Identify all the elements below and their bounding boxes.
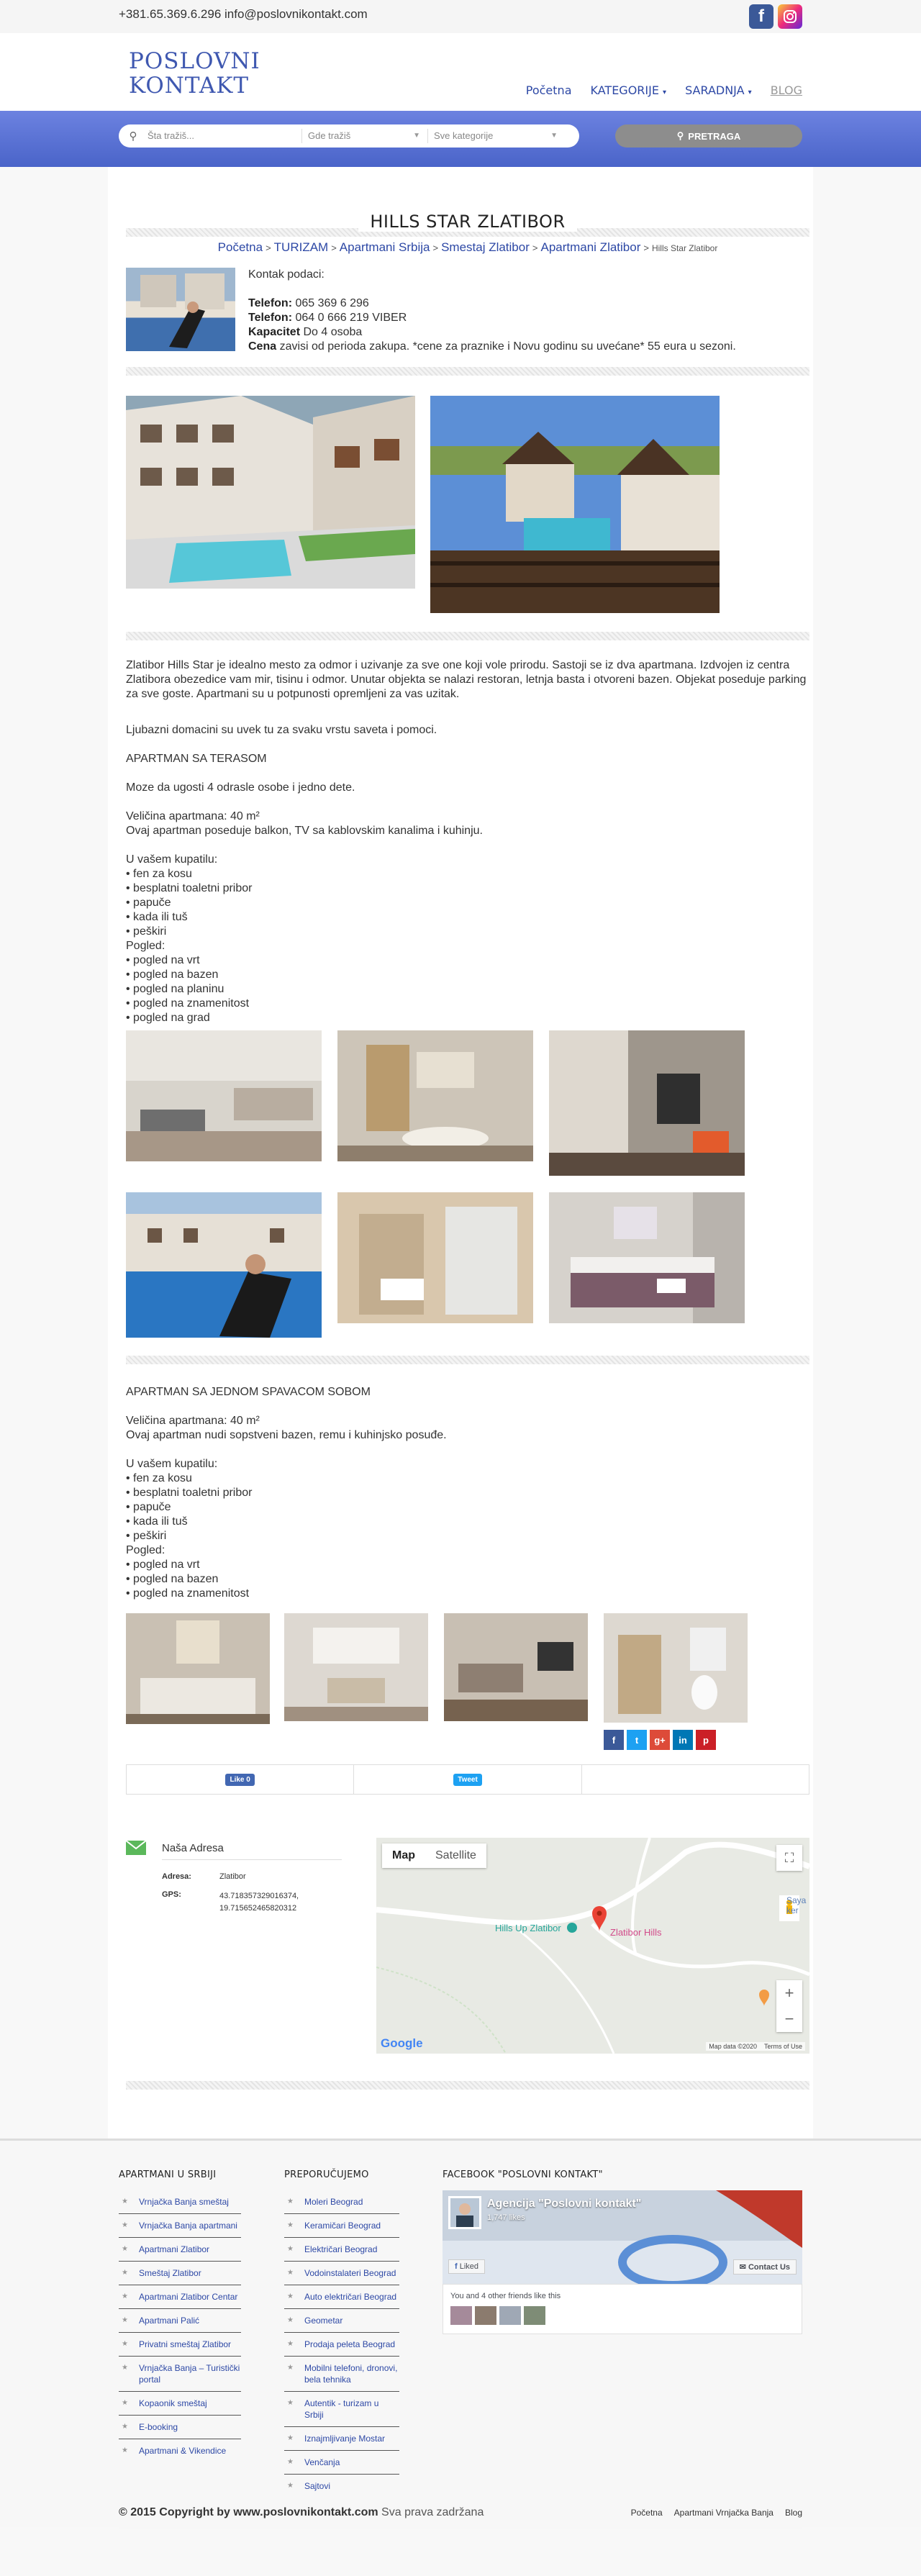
- envelope-icon: [126, 1841, 148, 1856]
- friend-avatar[interactable]: [450, 2306, 472, 2325]
- breadcrumb-tourism[interactable]: TURIZAM: [273, 240, 329, 254]
- apt2-photo-1[interactable]: [126, 1613, 270, 1724]
- footer-col1-title: APARTMANI U SRBIJI: [119, 2169, 217, 2180]
- footer-link[interactable]: ★ Vrnjačka Banja – Turistički portal: [119, 2357, 241, 2392]
- nav-blog[interactable]: BLOG: [770, 83, 802, 97]
- zoom-in-button[interactable]: +: [784, 1984, 794, 2002]
- footer-col2-title: PREPORUČUJEMO: [284, 2169, 369, 2180]
- apartment-2-size: Veličina apartmana: 40 m² Ovaj apartman nudi sopstveni bazen, remu i kuhinjsko posuđe.: [126, 1415, 447, 1441]
- apt1-photo-kitchen[interactable]: [337, 1030, 533, 1161]
- apt1-photo-bed[interactable]: [549, 1192, 745, 1323]
- map-tab-map[interactable]: Map: [392, 1849, 415, 1861]
- caret-down-icon: ▼: [413, 132, 420, 140]
- apartment-1-size: Veličina apartmana: 40 m² Ovaj apartman poseduje balkon, TV sa kablovskim kanalima i kuhinju.: [126, 810, 483, 837]
- footer-link[interactable]: ★ Električari Beograd: [284, 2238, 399, 2262]
- footer-col3-title: FACEBOOK "POSLOVNI KONTAKT": [443, 2169, 603, 2180]
- breadcrumb-accommodation-zlatibor[interactable]: Smestaj Zlatibor: [441, 240, 530, 254]
- gps-value: 43.718357329016374, 19.715652465820312: [219, 1892, 299, 1913]
- site-header: [0, 33, 921, 111]
- search-band: [0, 111, 921, 167]
- top-bar: [0, 0, 921, 33]
- apt1-photo-bathroom[interactable]: [337, 1192, 533, 1323]
- site-footer: [0, 2139, 921, 2527]
- share-linkedin-button[interactable]: in: [673, 1730, 693, 1750]
- footer-link[interactable]: ★ E-booking: [119, 2416, 241, 2439]
- footer-link[interactable]: ★ Moleri Beograd: [284, 2190, 399, 2214]
- phone-2[interactable]: 064 0 666 219 VIBER: [295, 312, 407, 324]
- share-facebook-button[interactable]: f: [604, 1730, 624, 1750]
- breadcrumb-apartments-zlatibor[interactable]: Apartmani Zlatibor: [540, 240, 641, 254]
- fb-friends-text: You and 4 other friends like this: [450, 2292, 561, 2300]
- google-logo: Google: [381, 2036, 423, 2050]
- footer-link[interactable]: ★ Venčanja: [284, 2451, 399, 2475]
- footer-link[interactable]: ★ Vrnjačka Banja smeštaj: [119, 2190, 241, 2214]
- friend-avatar[interactable]: [499, 2306, 521, 2325]
- search-location-select[interactable]: Gde tražiš ▼: [302, 129, 428, 143]
- apt1-photo-living[interactable]: [126, 1030, 322, 1161]
- address-value: Zlatibor: [219, 1872, 246, 1881]
- apartment-1-guests: Moze da ugosti 4 odrasle osobe i jedno dete.: [126, 781, 355, 794]
- search-icon: ⚲: [676, 130, 684, 141]
- fb-like-button[interactable]: Like 0: [225, 1774, 254, 1786]
- search-category-select[interactable]: Sve kategorije ▼: [428, 129, 565, 143]
- search-form: [119, 124, 579, 148]
- fb-page-avatar[interactable]: [448, 2196, 481, 2229]
- map-poi-saya[interactable]: Saya ker: [786, 1895, 807, 1915]
- apartment-2-title: APARTMAN SA JEDNOM SPAVACOM SOBOM: [126, 1386, 371, 1398]
- facebook-page-widget[interactable]: [443, 2190, 802, 2284]
- nav-home[interactable]: Početna: [525, 83, 572, 97]
- map-poi-hills-up[interactable]: Hills Up Zlatibor: [495, 1923, 561, 1933]
- search-icon: ⚲: [129, 130, 137, 142]
- map-poi-zlatibor-hills[interactable]: Zlatibor Hills: [610, 1927, 662, 1938]
- footer-bottom-link-vrnjacka[interactable]: Apartmani Vrnjačka Banja: [673, 2508, 773, 2518]
- share-twitter-button[interactable]: t: [627, 1730, 647, 1750]
- nav-cooperation[interactable]: SARADNJA ▾: [685, 83, 752, 97]
- facebook-icon[interactable]: f: [749, 4, 773, 29]
- listing-description: Zlatibor Hills Star je idealno mesto za odmor i uzivanje za sve one koji vole prirodu. Sastoji se iz dva apartmana. Izdvojen iz centra Zlatibora obezedice vam mir, tisinu i odmor. Unutar objekta se nalazi restoran, letnja basta i otvoreni bazen. Objekat poseduje parking za sve goste. Apartmani su u potpunosti opremljeni za vas uzitak.: [126, 659, 807, 700]
- map-terms-link[interactable]: Terms of Use: [763, 2043, 802, 2050]
- copyright-bar: [119, 2493, 802, 2529]
- footer-link[interactable]: ★ Apartmani Palić: [119, 2309, 241, 2333]
- footer-link[interactable]: ★ Geometar: [284, 2309, 399, 2333]
- breadcrumb: Početna > TURIZAM > Apartmani Srbija > Smestaj Zlatibor > Apartmani Zlatibor > Hills Star Zlatibor: [217, 240, 718, 254]
- footer-link[interactable]: ★ Vrnjačka Banja apartmani: [119, 2214, 241, 2238]
- zoom-controls: [776, 1980, 802, 2032]
- main-content: HILLS STAR ZLATIBOR Početna > TURIZAM > Apartmani Srbija > Smestaj Zlatibor > Apartmani Zlatibor > Hills Star Zlatibor Kontak podaci: Telefon: 065 369 6 296 Telefon: 064 0 666 219 VIBER Kapacitet Do 4 osoba Cena zavisi od perioda zakupa. *cene za praznike i Novu godinu su uvećane* 55 eura u sezoni. Zlatibor Hills Star je idealno mesto za odmor i uzivanje za sve one koji vole prirodu. Sastoji se iz dva apartmana. Izdvojen iz centra Zlatibora obezedice vam mir, tisinu i odmor. Unutar objekta se nalazi restoran, letnja basta i otvoreni bazen. Objekat poseduje parking za sve goste. Apartmani su u potpunosti opremljeni za vas uzitak. Ljubazni domacini su uvek tu za svaku vrstu saveta i pomoci. APARTMAN SA TERASOM Moze da ugosti 4 odrasle osobe i jedno dete. Veličina apartmana: 40 m² Ovaj apartman poseduje balkon, TV sa kablovskim kanalima i kuhinju. U vašem kupatilu: • fen za kosu • besplatni toaletni pribor • papuče • kada ili tuš • peškiri Pogled: • pogled na vrt • pogled na bazen • pogled na planinu • pogled na znamenitost • pogled na grad APARTMAN SA JEDNOM SPAVACOM SOBOM Veličina apartmana: 40 m² Ovaj apartman nudi sopstveni bazen, remu i kuhinjsko posuđe. U vašem kupatilu: • fen za kosu • besplatni toaletni pribor • papuče • kada ili tuš • peškiri Pogled: • pogled na vrt • pogled na bazen • pogled na znamenitost f t g+ in p Like 0 Tweet Naša Adresa Adresa: Zlatibor GPS: 43.718357329016374, 19.715652465820312 Map Satellite ⛶ + − Hills Up Zlatibor Zlatibor Hills Saya ker Google Map data ©2020 Terms of Use: [108, 167, 813, 2139]
- share-googleplus-button[interactable]: g+: [650, 1730, 670, 1750]
- caret-down-icon: ▼: [550, 132, 558, 140]
- friend-avatar[interactable]: [524, 2306, 545, 2325]
- apartment-1-amenities: U vašem kupatilu: • fen za kosu • besplatni toaletni pribor • papuče • kada ili tuš • peškiri Pogled: • pogled na vrt • pogled na bazen • pogled na planinu • pogled na znamenitost • pogled na grad: [126, 853, 253, 1024]
- breadcrumb-current: Hills Star Zlatibor: [651, 243, 718, 253]
- main-nav: [526, 83, 802, 97]
- apartment-2-amenities: U vašem kupatilu: • fen za kosu • besplatni toaletni pribor • papuče • kada ili tuš • peškiri Pogled: • pogled na vrt • pogled na bazen • pogled na znamenitost: [126, 1458, 253, 1600]
- footer-link[interactable]: ★ Vodoinstalateri Beograd: [284, 2262, 399, 2285]
- breadcrumb-home[interactable]: Početna: [217, 240, 263, 254]
- fb-page-likes: 1,747 likes: [487, 2213, 525, 2222]
- gallery-photo-1[interactable]: [126, 396, 415, 589]
- footer-bottom-link-home[interactable]: Početna: [630, 2508, 663, 2518]
- nav-categories[interactable]: KATEGORIJE ▾: [590, 83, 667, 97]
- location-map[interactable]: [376, 1838, 809, 2054]
- footer-col-recommended: [284, 2169, 399, 2498]
- apt2-photo-3[interactable]: [444, 1613, 588, 1721]
- instagram-icon[interactable]: [778, 4, 802, 29]
- fb-liked-button[interactable]: f Liked: [448, 2259, 485, 2274]
- share-pinterest-button[interactable]: p: [696, 1730, 716, 1750]
- footer-link[interactable]: ★ Prodaja peleta Beograd: [284, 2333, 399, 2357]
- footer-link[interactable]: ★ Privatni smeštaj Zlatibor: [119, 2333, 241, 2357]
- site-logo[interactable]: POSLOVNI KONTAKT: [129, 48, 260, 99]
- gallery-photo-2[interactable]: [430, 396, 720, 613]
- search-keyword-input[interactable]: Šta tražiš...: [148, 129, 302, 143]
- footer-link[interactable]: ★ Kopaonik smeštaj: [119, 2392, 241, 2416]
- hosts-note: Ljubazni domacini su uvek tu za svaku vrstu saveta i pomoci.: [126, 724, 437, 736]
- footer-link[interactable]: ★ Apartmani Zlatibor Centar: [119, 2285, 241, 2309]
- footer-col-apartments: [119, 2169, 241, 2462]
- apartment-1-title: APARTMAN SA TERASOM: [126, 753, 267, 765]
- contact-heading: Kontak podaci:: [248, 268, 325, 281]
- envelope-icon: ✉: [739, 2263, 746, 2272]
- apt1-photo-bedroom[interactable]: [549, 1030, 745, 1176]
- social-share-bar: [126, 1764, 809, 1795]
- tweet-button[interactable]: Tweet: [453, 1774, 482, 1786]
- share-buttons: [604, 1730, 716, 1750]
- footer-link[interactable]: ★ Keramičari Beograd: [284, 2214, 399, 2238]
- listing-thumbnail[interactable]: [126, 268, 235, 351]
- address-heading: Naša Adresa: [162, 1842, 224, 1854]
- friend-avatar[interactable]: [475, 2306, 496, 2325]
- chevron-down-icon: ▾: [663, 89, 667, 96]
- footer-link[interactable]: ★ Autentik - turizam u Srbiji: [284, 2392, 399, 2427]
- price-value: zavisi od perioda zakupa. *cene za praznike i Novu godinu su uvećane* 55 eura u sezoni.: [279, 340, 736, 353]
- footer-bottom-link-blog[interactable]: Blog: [784, 2508, 802, 2518]
- fb-page-name[interactable]: Agencija "Poslovni kontakt": [487, 2198, 642, 2210]
- phone-1[interactable]: 065 369 6 296: [295, 297, 369, 309]
- zoom-out-button[interactable]: −: [784, 2010, 794, 2028]
- facebook-icon: f: [455, 2262, 458, 2271]
- footer-col-facebook: [443, 2169, 802, 2334]
- search-button[interactable]: ⚲ PRETRAGA: [615, 124, 802, 148]
- page-title: HILLS STAR ZLATIBOR: [126, 212, 809, 232]
- footer-link[interactable]: ★ Smeštaj Zlatibor: [119, 2262, 241, 2285]
- footer-link[interactable]: ★ Iznajmljivanje Mostar: [284, 2427, 399, 2451]
- top-contact-info: +381.65.369.6.296 info@poslovnikontakt.com: [119, 7, 368, 21]
- footer-link[interactable]: ★ Apartmani & Vikendice: [119, 2439, 241, 2462]
- map-data-credit: Map data ©2020: [709, 2043, 757, 2050]
- footer-link[interactable]: ★ Mobilni telefoni, dronovi, bela tehnika: [284, 2357, 399, 2392]
- apt1-photo-pool[interactable]: [126, 1192, 322, 1338]
- apt2-photo-2[interactable]: [284, 1613, 428, 1721]
- rights-text: Sva prava zadržana: [381, 2506, 484, 2518]
- copyright-text: © 2015 Copyright by www.poslovnikontakt.com: [119, 2506, 378, 2518]
- capacity-value: Do 4 osoba: [303, 326, 363, 338]
- footer-link[interactable]: ★ Auto električari Beograd: [284, 2285, 399, 2309]
- breadcrumb-apartments-serbia[interactable]: Apartmani Srbija: [339, 240, 430, 254]
- chevron-down-icon: ▾: [748, 89, 752, 96]
- footer-link[interactable]: ★ Apartmani Zlatibor: [119, 2238, 241, 2262]
- map-tab-satellite[interactable]: Satellite: [435, 1849, 476, 1861]
- apt2-photo-4[interactable]: [604, 1613, 748, 1723]
- footer-link[interactable]: ★ Sajtovi: [284, 2475, 399, 2498]
- fullscreen-icon[interactable]: ⛶: [776, 1845, 802, 1871]
- fb-contact-button[interactable]: ✉ Contact Us: [733, 2259, 797, 2275]
